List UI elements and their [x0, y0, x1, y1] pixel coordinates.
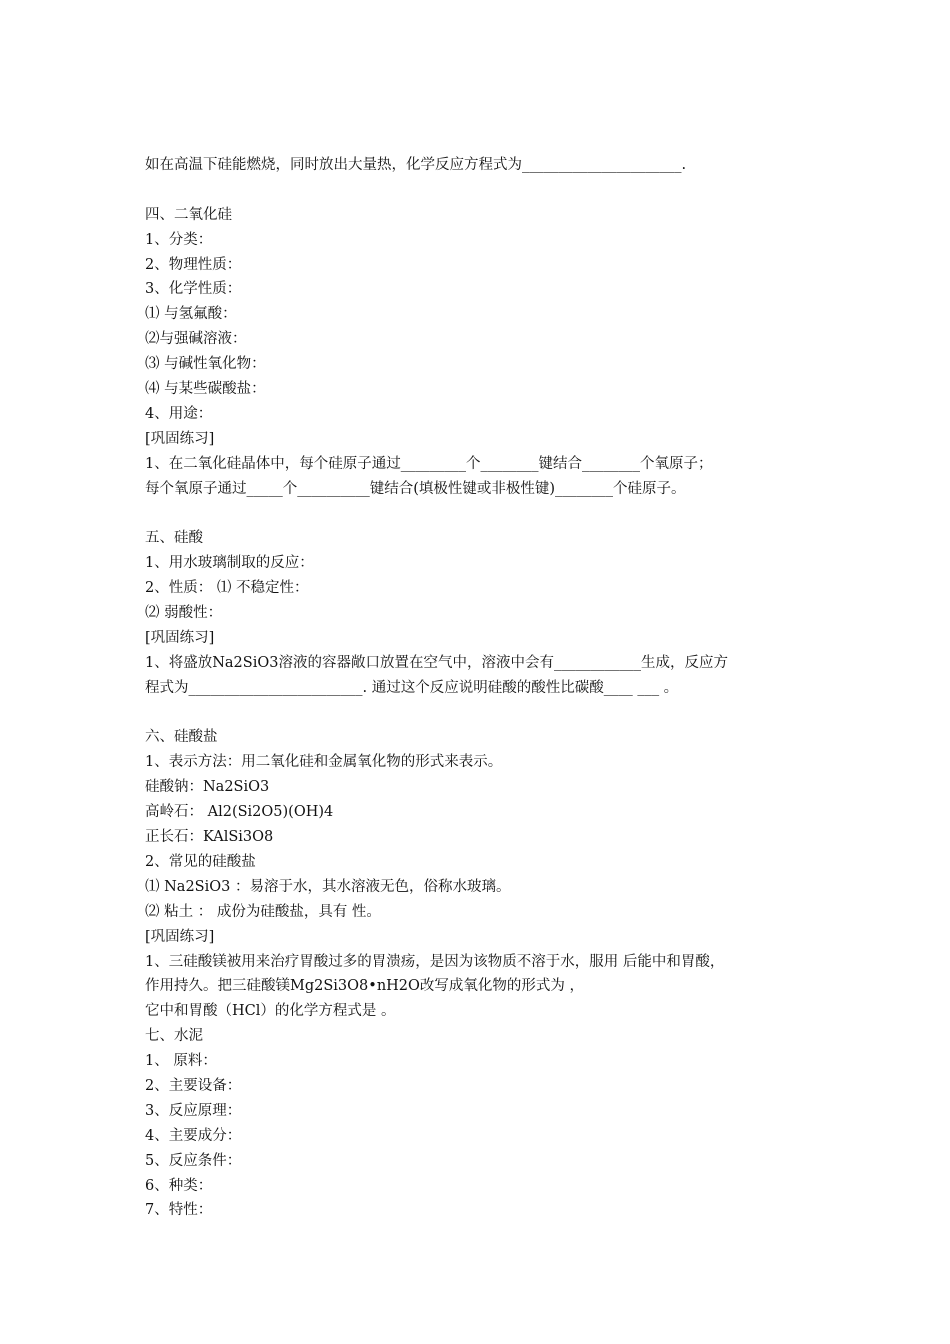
text-line: ⑶ 与碱性氧化物：: [145, 356, 266, 373]
text-line: 5、反应条件：: [145, 1152, 242, 1169]
text-line: 2、性质： ⑴ 不稳定性：: [145, 580, 309, 597]
exercise-heading: [巩固练习]: [145, 928, 215, 945]
text-line: ⑵与强碱溶液：: [145, 331, 247, 348]
text-line: 1、将盛放Na2SiO3溶液的容器敞口放置在空气中，溶液中会有____________生成，反应方: [145, 654, 728, 671]
text-line: 1、 原料：: [145, 1053, 217, 1070]
text-line: ⑴ 与氢氟酸：: [145, 306, 237, 323]
text-line: 每个氧原子通过_____个__________键结合(填极性键或非极性键)________个硅原子。: [145, 480, 686, 497]
text-line: 1、表示方法：用二氧化硅和金属氧化物的形式来表示。: [145, 754, 503, 771]
text-line: 6、种类：: [145, 1177, 213, 1194]
text-line: 1、在二氧化硅晶体中，每个硅原子通过_________个________键结合________个氧原子；: [145, 455, 713, 472]
exercise-heading: [巩固练习]: [145, 629, 215, 646]
text-line: 3、化学性质：: [145, 281, 242, 298]
text-line: 它中和胃酸（HCl）的化学方程式是 。: [145, 1003, 396, 1020]
text-line: 1、用水玻璃制取的反应：: [145, 555, 314, 572]
section-heading: 五、硅酸: [145, 530, 203, 547]
text-line: 正长石：KAlSi3O8: [145, 829, 274, 846]
text-line: ⑴ Na2SiO3 ：易溶于水，其水溶液无色，俗称水玻璃。: [145, 878, 511, 895]
text-line: 4、主要成分：: [145, 1127, 242, 1144]
text-line: 程式为________________________. 通过这个反应说明硅酸的酸性比碳酸____ ___ 。: [145, 679, 679, 696]
text-line: 2、主要设备：: [145, 1077, 242, 1094]
text-line: 7、特性：: [145, 1202, 213, 1219]
text-line: 1、分类：: [145, 231, 213, 248]
text-line: 3、反应原理：: [145, 1102, 242, 1119]
text-line: 2、物理性质：: [145, 256, 242, 273]
text-line: 2、常见的硅酸盐: [145, 853, 256, 870]
blank-line: [145, 178, 815, 203]
text-line: 如在高温下硅能燃烧，同时放出大量热，化学反应方程式为______________________.: [145, 157, 687, 173]
text-line: ⑵ 弱酸性：: [145, 605, 223, 622]
exercise-heading: [巩固练习]: [145, 430, 215, 447]
section-heading: 七、水泥: [145, 1028, 203, 1045]
blank-line: [145, 701, 815, 726]
text-line: 硅酸钠：Na2SiO3: [145, 779, 270, 796]
text-line: 高岭石： Al2(Si2O5)(OH)4: [145, 804, 334, 821]
text-line: ⑵ 粘土 ： 成份为硅酸盐，具有 性。: [145, 903, 381, 920]
text-line: 4、用途：: [145, 405, 213, 422]
text-line: 1、三硅酸镁被用来治疗胃酸过多的胃溃疡，是因为该物质不溶于水，服用 后能中和胃酸，: [145, 953, 725, 970]
section-heading: 四、二氧化硅: [145, 206, 232, 223]
text-line: ⑷ 与某些碳酸盐：: [145, 381, 266, 398]
text-line: 作用持久。把三硅酸镁Mg2Si3O8•nH2O改写成氧化物的形式为 ，: [145, 978, 585, 995]
blank-line: [145, 501, 815, 526]
document-body: [145, 153, 815, 1223]
section-heading: 六、硅酸盐: [145, 729, 218, 746]
